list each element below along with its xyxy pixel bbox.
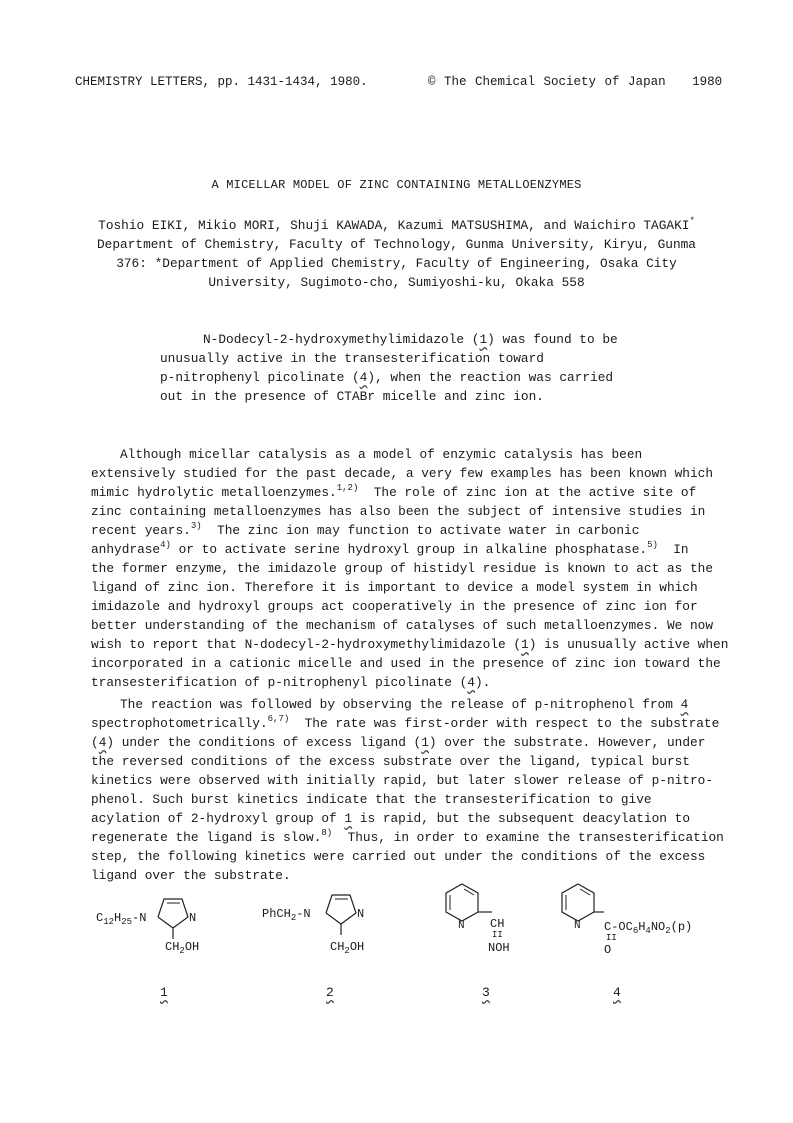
- structure-4-number: 4: [613, 985, 621, 1000]
- p1-line-3: [91, 485, 696, 500]
- structure-4-double-bond: II: [606, 933, 617, 943]
- compound-ref: 4: [680, 697, 689, 712]
- text: spectrophotometrically.: [91, 716, 268, 731]
- text: PhCH: [262, 907, 291, 921]
- authors: Toshio EIKI, Mikio MORI, Shuji KAWADA, Kazumi MATSUSHIMA, and Waichiro TAGAKI: [98, 218, 690, 233]
- text: OH: [184, 940, 200, 954]
- compound-ref: 1: [479, 332, 488, 347]
- text: 4: [645, 926, 651, 936]
- paper-title: A MICELLAR MODEL OF ZINC CONTAINING METALLOENZYMES: [211, 178, 582, 192]
- p2-line-10: ligand over the substrate.: [91, 868, 291, 883]
- structure-4-ring-n: N: [574, 920, 581, 932]
- abstract-line-3: [160, 370, 613, 385]
- text: ) is unusually active when: [528, 637, 729, 652]
- affiliation-line-1: Department of Chemistry, Faculty of Technology, Gunma University, Kiryu, Gunma: [97, 237, 696, 252]
- p2-line-9: step, the following kinetics were carried out under the conditions of the excess: [91, 849, 706, 864]
- p1-line-7: the former enzyme, the imidazole group of histidyl residue is known to act as the: [91, 561, 714, 576]
- p1-line-9: imidazole and hydroxyl groups act cooperatively in the presence of zinc ion for: [91, 599, 698, 614]
- abstract-line-1: [203, 332, 618, 347]
- citation: 1,2): [336, 483, 359, 493]
- text: N-Dodecyl-2-hydroxymethylimidazole (: [203, 332, 480, 347]
- text: p-nitrophenyl picolinate (: [160, 370, 360, 385]
- structure-3-oxime: NOH: [488, 941, 510, 955]
- text: 2: [290, 913, 297, 923]
- p1-line-4: zinc containing metalloenzymes has also been the subject of intensive studies in: [91, 504, 706, 519]
- citation: 6,7): [267, 714, 290, 724]
- structure-2-substituent: [262, 907, 311, 921]
- p1-line-8: ligand of zinc ion. Therefore it is important to device a model system in which: [91, 580, 698, 595]
- structure-4-oxo: O: [604, 943, 612, 957]
- copyright-symbol: ©: [428, 75, 436, 89]
- text: C: [96, 911, 104, 925]
- text: ).: [474, 675, 491, 690]
- pyridine-ring-3: [440, 880, 500, 940]
- structure-3-ring-n: N: [458, 920, 465, 932]
- p2-line-6: phenol. Such burst kinetics indicate that the transesterification to give: [91, 792, 652, 807]
- text: acylation of 2-hydroxyl group of: [91, 811, 345, 826]
- text: 2: [344, 946, 350, 956]
- text: CH: [330, 940, 345, 954]
- text: In: [673, 542, 689, 557]
- structure-1-ring-n: N: [189, 911, 197, 925]
- text: ), when the reaction was carried: [367, 370, 614, 385]
- p2-line-8: [91, 830, 724, 845]
- text: recent years.: [91, 523, 191, 538]
- text: anhydrase: [91, 542, 161, 557]
- text: The role of zinc ion at the active site of: [373, 485, 697, 500]
- text: ) under the conditions of excess ligand (: [106, 735, 422, 750]
- text: (: [91, 735, 99, 750]
- abstract-line-2: unusually active in the transesterification toward: [160, 351, 544, 366]
- compound-ref: 1: [344, 811, 353, 826]
- structure-2-ring-n: N: [357, 907, 365, 921]
- text: 12: [103, 917, 115, 927]
- page-range: pp. 1431-1434, 1980.: [217, 75, 368, 89]
- text: or to activate serine hydroxyl group in alkaline phosphatase.: [178, 542, 648, 557]
- structure-3-number: 3: [482, 985, 490, 1000]
- text: 2: [665, 926, 671, 936]
- text: 2: [179, 946, 185, 956]
- compound-ref: 4: [359, 370, 368, 385]
- text: OH: [349, 940, 365, 954]
- text: is rapid, but the subsequent deacylation to: [352, 811, 691, 826]
- text: 6: [632, 926, 639, 936]
- citation: 3): [190, 521, 202, 531]
- society-name: The Chemical Society of Japan: [444, 75, 666, 89]
- abstract-line-4: out in the presence of CTABr micelle and zinc ion.: [160, 389, 544, 404]
- text: transesterification of p-nitrophenyl picolinate (: [91, 675, 468, 690]
- p1-line-10: better understanding of the mechanism of catalyses of such metalloenzymes. We now: [91, 618, 714, 633]
- compound-ref: 4: [467, 675, 475, 690]
- structure-4-ester-group: [604, 920, 692, 934]
- citation: 8): [321, 828, 333, 838]
- text: -N: [296, 907, 311, 921]
- citation: 4): [160, 540, 171, 550]
- structure-1-substituent: [96, 911, 146, 925]
- text: H: [114, 911, 122, 925]
- structure-1-hydroxymethyl: [165, 940, 199, 954]
- text: ) over the substrate. However, under: [428, 735, 706, 750]
- p2-line-2: [91, 716, 719, 731]
- p1-line-5: [91, 523, 639, 538]
- p2-line-4: the reversed conditions of the excess substrate over the ligand, typical burst: [91, 754, 690, 769]
- journal-name: CHEMISTRY LETTERS,: [75, 75, 211, 89]
- structure-2-hydroxymethyl: [330, 940, 364, 954]
- running-header-copyright: [428, 75, 722, 89]
- affiliation-line-3: University, Sugimoto-cho, Sumiyoshi-ku, Okaka 558: [208, 275, 585, 290]
- text: H: [638, 920, 646, 934]
- compound-ref: 4: [98, 735, 107, 750]
- structure-3-ch: CH: [490, 917, 505, 931]
- structure-1-number: 1: [160, 985, 168, 1000]
- p2-line-3: [91, 735, 705, 750]
- text: ) was found to be: [487, 332, 618, 347]
- structure-3-double-bond: II: [492, 930, 503, 940]
- compound-ref: 1: [421, 735, 429, 750]
- text: (p): [670, 920, 693, 934]
- text: Thus, in order to examine the transesterification: [347, 830, 724, 845]
- text: regenerate the ligand is slow.: [91, 830, 322, 845]
- p2-line-7: [91, 811, 690, 826]
- text: wish to report that N-dodecyl-2-hydroxymethylimidazole (: [91, 637, 522, 652]
- text: mimic hydrolytic metalloenzymes.: [91, 485, 337, 500]
- citation: 5): [647, 540, 658, 550]
- p1-line-12: incorporated in a cationic micelle and used in the presence of zinc ion toward the: [91, 656, 721, 671]
- p2-line-1: [120, 697, 688, 712]
- text: The rate was first-order with respect to the substrate: [304, 716, 720, 731]
- text: CH: [165, 940, 180, 954]
- structure-2-number: 2: [326, 985, 334, 1000]
- header-year: 1980: [692, 75, 723, 89]
- text: -N: [132, 911, 147, 925]
- text: NO: [650, 920, 666, 934]
- p1-line-1: Although micellar catalysis as a model of enzymic catalysis has been: [120, 447, 643, 462]
- author-list: [0, 218, 793, 233]
- p1-line-2: extensively studied for the past decade, a very few examples has been known which: [91, 466, 714, 481]
- text: The reaction was followed by observing the release of p-nitrophenol from: [120, 697, 681, 712]
- text: 25: [121, 917, 133, 927]
- affiliation-line-2: 376: *Department of Applied Chemistry, Faculty of Engineering, Osaka City: [116, 256, 677, 271]
- p1-line-6: [91, 542, 689, 557]
- p1-line-11: [91, 637, 728, 652]
- p2-line-5: kinetics were observed with initially rapid, but later slower release of p-nitro-: [91, 773, 714, 788]
- corresponding-author-mark: *: [689, 216, 695, 226]
- text: The zinc ion may function to activate water in carbonic: [217, 523, 640, 538]
- p1-line-13: [91, 675, 490, 690]
- compound-ref: 1: [521, 637, 529, 652]
- running-header-citation: [75, 75, 368, 89]
- text: C-OC: [604, 920, 633, 934]
